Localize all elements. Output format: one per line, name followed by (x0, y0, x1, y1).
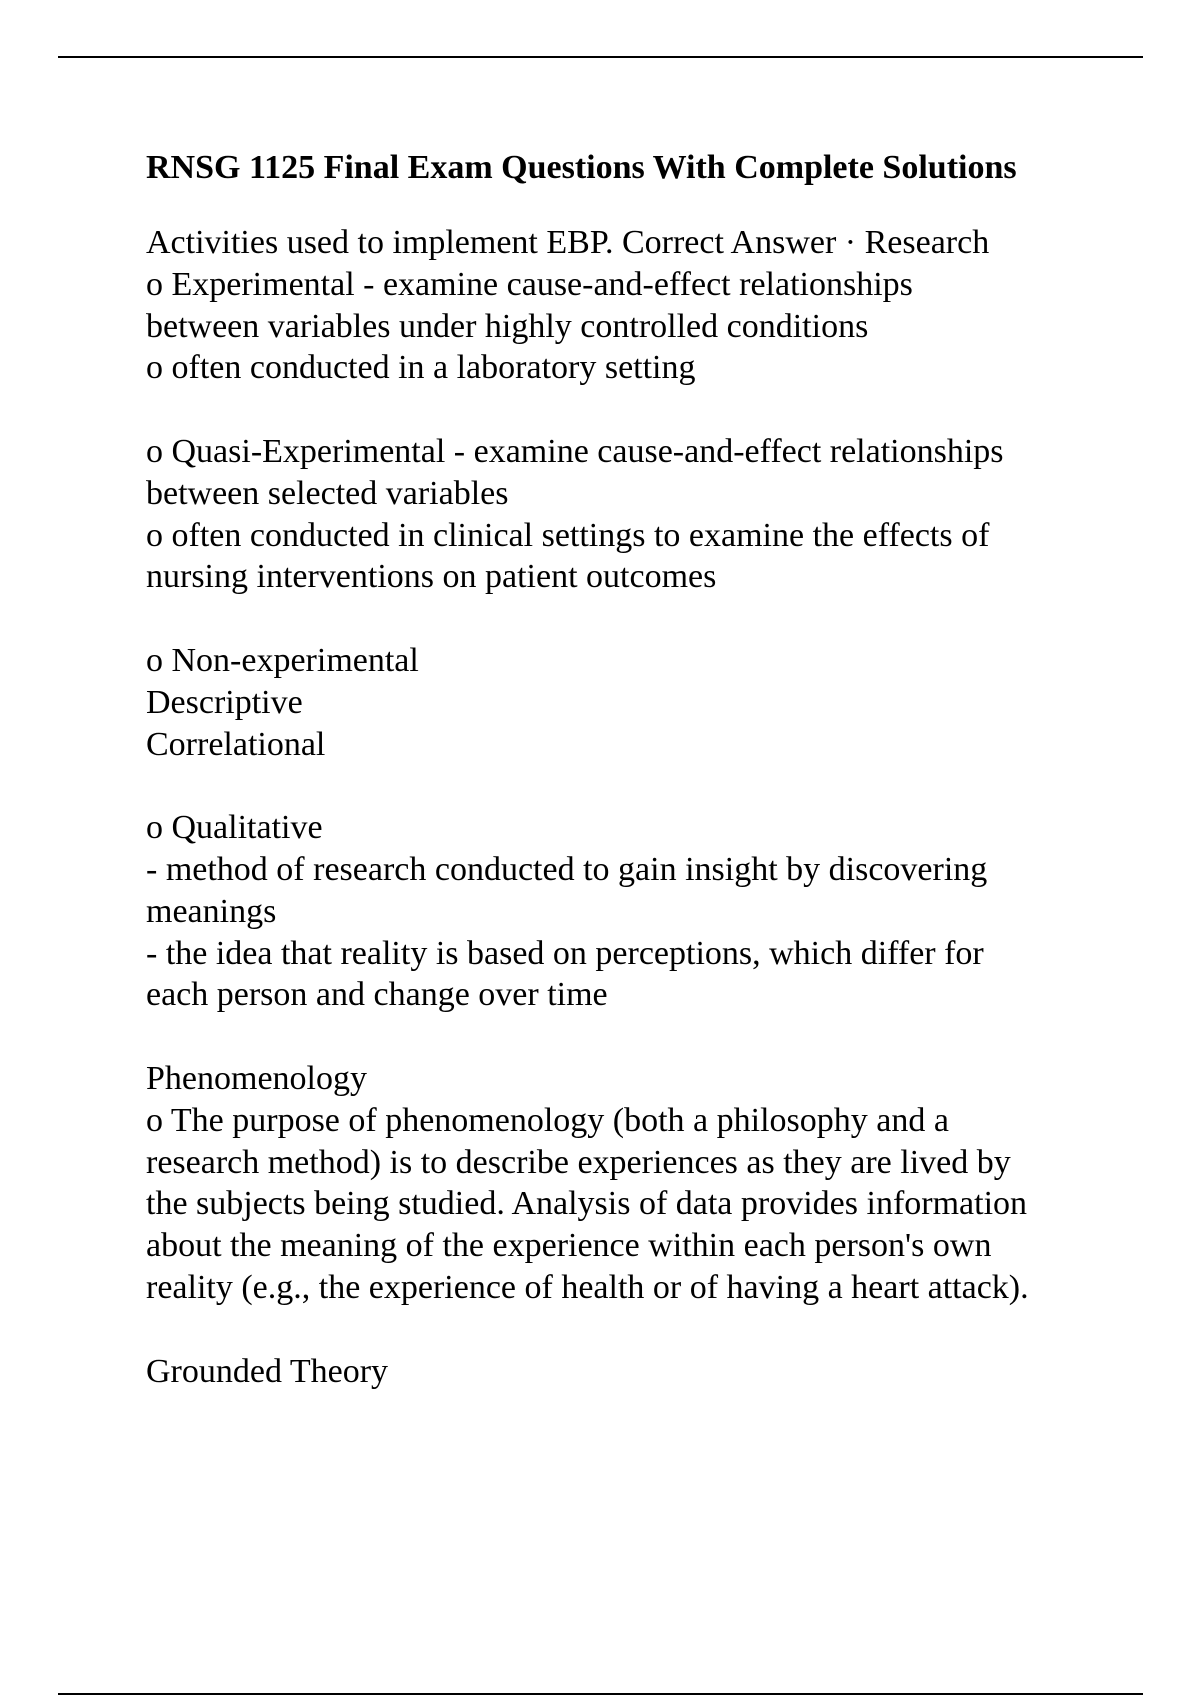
text-line: o Qualitative (146, 809, 323, 847)
top-rule (58, 56, 1143, 58)
text-line: about the meaning of the experience within each person's own (146, 1227, 992, 1265)
text-line: Correlational (146, 725, 326, 763)
quasi-experimental-block (146, 431, 1146, 598)
paragraph-gap (146, 598, 1146, 640)
paragraph-gap (146, 1016, 1146, 1058)
answer-block-research (146, 222, 1146, 389)
text-line: o Quasi-Experimental - examine cause-and-effect relationships (146, 432, 1004, 470)
non-experimental-block (146, 640, 1146, 765)
text-line: meanings (146, 892, 277, 930)
text-line: Grounded Theory (146, 1352, 389, 1390)
text-line: nursing interventions on patient outcomes (146, 558, 717, 596)
question-line: Activities used to implement EBP. Correct Answer · Research (146, 224, 990, 261)
text-line: Phenomenology (146, 1059, 367, 1097)
bottom-rule (58, 1693, 1143, 1695)
qualitative-block (146, 807, 1146, 1016)
text-line: research method) is to describe experiences as they are lived by (146, 1143, 1011, 1181)
text-line: o Experimental - examine cause-and-effect relationships (146, 265, 913, 303)
text-line: Descriptive (146, 683, 303, 721)
text-line: each person and change over time (146, 976, 608, 1014)
document-body (146, 140, 1146, 1392)
text-line: o Non-experimental (146, 641, 419, 679)
document-title: RNSG 1125 Final Exam Questions With Complete Solutions (146, 149, 1017, 186)
text-line: - the idea that reality is based on perceptions, which differ for (146, 934, 984, 972)
text-line: between variables under highly controlled conditions (146, 307, 869, 345)
grounded-theory-block (146, 1351, 1146, 1393)
text-line: between selected variables (146, 474, 509, 512)
text-line: o The purpose of phenomenology (both a philosophy and a (146, 1101, 949, 1139)
paragraph-gap (146, 1309, 1146, 1351)
phenomenology-block (146, 1058, 1146, 1309)
text-line: - method of research conducted to gain insight by discovering (146, 850, 988, 888)
paragraph-gap (146, 389, 1146, 431)
text-line: o often conducted in clinical settings to examine the effects of (146, 516, 990, 554)
text-line: the subjects being studied. Analysis of data provides information (146, 1185, 1028, 1223)
text-line: reality (e.g., the experience of health or of having a heart attack). (146, 1268, 1029, 1306)
paragraph-gap (146, 765, 1146, 807)
text-line: o often conducted in a laboratory setting (146, 349, 696, 387)
